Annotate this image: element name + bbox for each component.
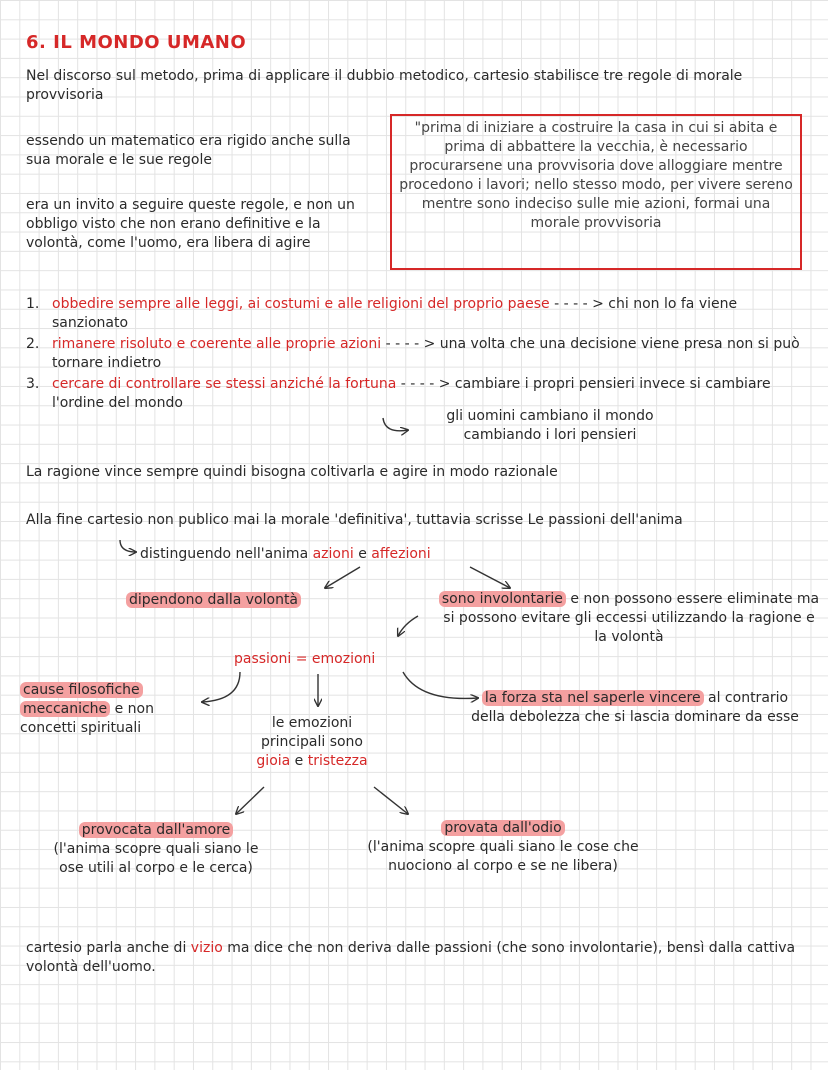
amore-line3: ose utili al corpo e le cerca) bbox=[59, 860, 253, 876]
rule-arrow: - - - - > bbox=[549, 296, 609, 312]
amore-line2: (l'anima scopre quali siano le bbox=[53, 841, 259, 857]
arrow-azioni bbox=[325, 567, 360, 588]
passioni-label: passioni = emozioni bbox=[234, 651, 376, 667]
conjunction: e bbox=[353, 546, 372, 562]
amore-highlight: provocata dall'amore bbox=[79, 822, 233, 838]
arrow-gioia-amore bbox=[236, 787, 264, 814]
arrow-passioni-forza bbox=[403, 672, 478, 698]
rule-text: rimanere risoluto e coerente alle proprie azioni bbox=[52, 336, 382, 352]
rule-consequence: cambiare i propri pensieri invece si cambiare l'ordine del mondo bbox=[52, 376, 771, 411]
rule3-note: gli uomini cambiano il mondo cambiando i lori pensieri bbox=[446, 408, 654, 443]
arrow-tristezza-odio bbox=[374, 787, 408, 814]
rule-text: cercare di controllare se stessi anziché la fortuna bbox=[52, 376, 397, 392]
odio-line2: (l'anima scopre quali siano le cose che bbox=[367, 839, 639, 855]
rule-number: 1. bbox=[26, 296, 40, 312]
affezioni-word: affezioni bbox=[371, 546, 431, 562]
rule-arrow: - - - - > bbox=[381, 336, 440, 352]
arrow-passioni-cause bbox=[202, 672, 240, 702]
vizio-pre: cartesio parla anche di bbox=[26, 940, 191, 956]
involontarie-highlight: sono involontarie bbox=[439, 591, 566, 607]
tristezza-word: tristezza bbox=[307, 753, 368, 769]
rule-arrow: - - - - > bbox=[396, 376, 455, 392]
vizio-post: ma dice che non deriva dalle passioni (che sono involontarie), bensì dalla cattiva volontà dell'uomo. bbox=[26, 940, 796, 975]
odio-highlight: provata dall'odio bbox=[441, 820, 564, 836]
rule-text: obbedire sempre alle leggi, ai costumi e alle religioni del proprio paese bbox=[52, 296, 550, 312]
forza-rest: al contrario della debolezza che si lascia dominare da esse bbox=[471, 690, 799, 725]
arrow-rule3-note bbox=[383, 418, 408, 431]
emozioni-line2: principali sono bbox=[261, 734, 363, 750]
distinguendo-prefix: distinguendo nell'anima bbox=[140, 546, 313, 562]
rule-consequence: chi non lo fa viene sanzionato bbox=[52, 296, 738, 331]
page-title: 6. IL MONDO UMANO bbox=[26, 32, 247, 53]
rule-number: 3. bbox=[26, 376, 40, 392]
cause-highlight-2: meccaniche bbox=[20, 701, 110, 717]
forza-highlight: la forza sta nel saperle vincere bbox=[482, 690, 704, 706]
cause-rest-2: concetti spirituali bbox=[20, 720, 142, 736]
gioia-word: gioia bbox=[256, 753, 291, 769]
odio-line3: nuociono al corpo e se ne libera) bbox=[388, 858, 618, 874]
arrow-final-distinguendo bbox=[120, 540, 136, 552]
emozioni-line1: le emozioni bbox=[271, 715, 353, 731]
cause-highlight-1: cause filosofiche bbox=[20, 682, 143, 698]
final-text: Alla fine cartesio non publico mai la morale 'definitiva', tuttavia scrisse Le passioni dell'anima bbox=[26, 512, 683, 528]
arrow-affezioni bbox=[470, 567, 510, 588]
left-note-rigid: essendo un matematico era rigido anche sulla sua morale e le sue regole bbox=[26, 133, 351, 168]
reason-text: La ragione vince sempre quindi bisogna coltivarla e agire in modo razionale bbox=[26, 464, 558, 480]
rule-consequence: una volta che una decisione viene presa non si può tornare indietro bbox=[52, 336, 800, 371]
intro-text: Nel discorso sul metodo, prima di applicare il dubbio metodico, cartesio stabilisce tre regole di morale provvisoria bbox=[26, 68, 743, 103]
vizio-word: vizio bbox=[190, 940, 223, 956]
quote-box: "prima di iniziare a costruire la casa in cui si abita e prima di abbattere la vecchia, è necessario procurarsene una provvisoria dove alloggiare mentre procedono i lavori; nello stesso modo, per vivere sereno mentre sono indeciso sulle mie azioni, formai una morale provvisoria bbox=[390, 114, 802, 270]
cause-rest-1: e non bbox=[110, 701, 154, 717]
left-note-invito: era un invito a seguire queste regole, e non un obbligo visto che non erano definitive e la volontà, come l'uomo, era libera di agire bbox=[26, 197, 355, 251]
emozioni-conj: e bbox=[290, 753, 308, 769]
azioni-word: azioni bbox=[312, 546, 354, 562]
arrow-involontarie-passioni bbox=[398, 616, 418, 636]
dipendono-highlight: dipendono dalla volontà bbox=[126, 592, 301, 608]
involontarie-rest: e non possono essere eliminate ma si possono evitare gli eccessi utilizzando la ragione e la volontà bbox=[443, 591, 820, 645]
rule-number: 2. bbox=[26, 336, 40, 352]
